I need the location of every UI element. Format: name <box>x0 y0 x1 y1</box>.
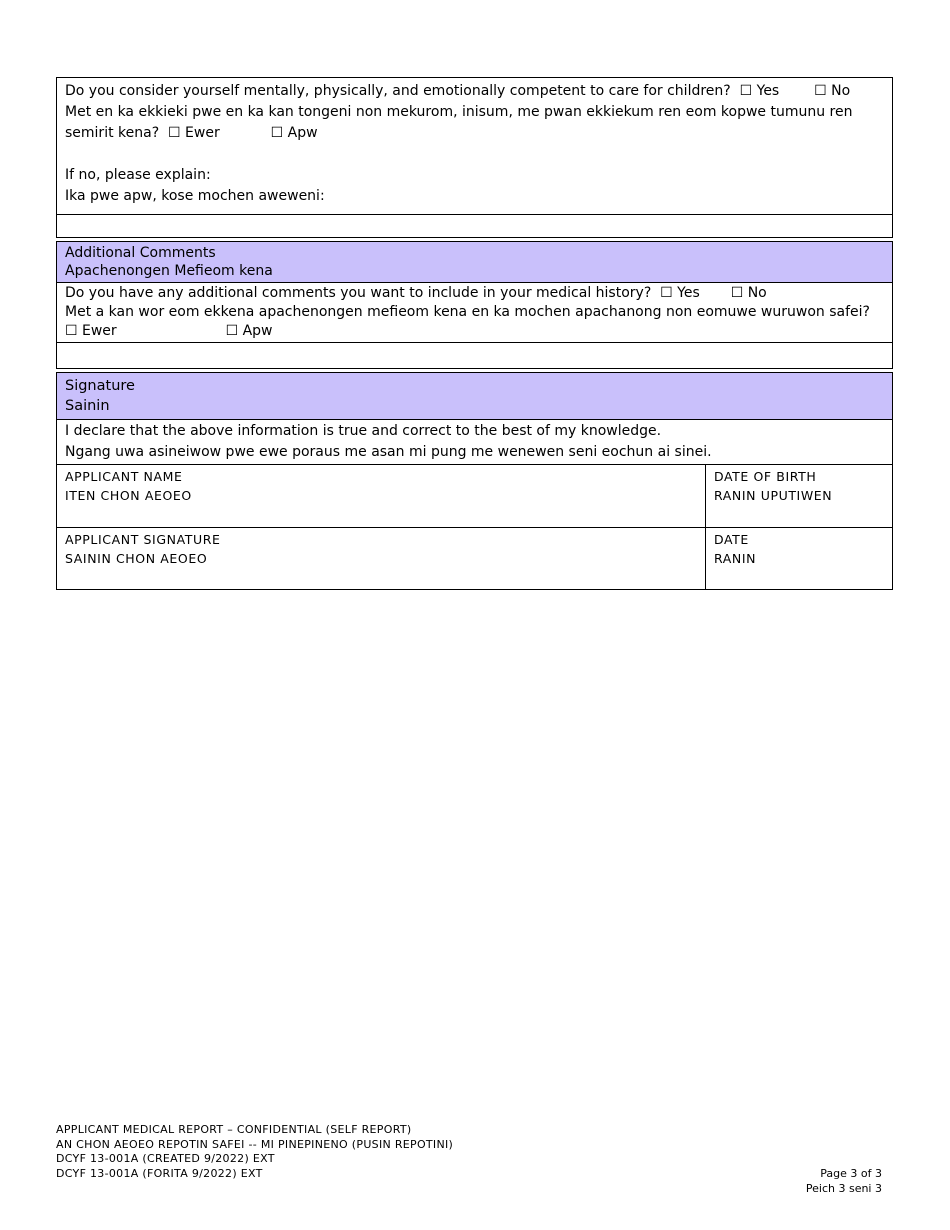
comments-section <box>56 241 893 369</box>
applicant-signature-label-en: APPLICANT SIGNATURE <box>65 532 221 547</box>
explain-label-tr: Ika pwe apw, kose mochen aweweni: <box>65 188 325 204</box>
competency-ewer-checkbox[interactable]: ☐ Ewer <box>168 125 220 141</box>
signature-header-tr: Sainin <box>65 398 110 414</box>
signature-section <box>56 372 893 590</box>
competency-section <box>56 77 893 238</box>
footer-form-id-en: DCYF 13-001A (CREATED 9/2022) EXT <box>56 1152 275 1165</box>
declaration-tr: Ngang uwa asineiwow pwe ewe poraus me asan mi pung me wenewen seni eochun ai sinei. <box>65 444 712 460</box>
comments-no-checkbox[interactable]: ☐ No <box>730 285 767 301</box>
competency-question-tr: Met en ka ekkieki pwe en ka kan tongeni non mekurom, inisum, me pwan ekkiekum ren eom kopwe tumunu ren semirit kena? <box>65 104 853 141</box>
applicant-name-field[interactable] <box>57 465 706 527</box>
comments-question-en: Do you have any additional comments you want to include in your medical history? <box>65 285 652 301</box>
comments-yes-checkbox[interactable]: ☐ Yes <box>660 285 700 301</box>
comments-apw-checkbox[interactable]: ☐ Apw <box>225 323 273 339</box>
date-of-birth-field[interactable] <box>706 465 892 527</box>
comments-header-tr: Apachenongen Mefieom kena <box>65 263 273 279</box>
footer-title-en: APPLICANT MEDICAL REPORT – CONFIDENTIAL (SELF REPORT) <box>56 1123 412 1136</box>
signature-date-label-en: DATE <box>714 532 749 547</box>
competency-no-checkbox[interactable]: ☐ No <box>814 83 851 99</box>
explain-label-en: If no, please explain: <box>65 167 211 183</box>
explain-input[interactable] <box>57 214 892 237</box>
comments-header-en: Additional Comments <box>65 245 216 261</box>
applicant-signature-field[interactable] <box>57 528 706 590</box>
comments-header <box>57 242 892 283</box>
footer-title-tr: AN CHON AEOEO REPOTIN SAFEI -- MI PINEPINENO (PUSIN REPOTINI) <box>56 1137 454 1151</box>
page-number-en: Page 3 of 3 <box>820 1167 882 1180</box>
competency-yes-checkbox[interactable]: ☐ Yes <box>739 83 780 99</box>
competency-apw-checkbox[interactable]: ☐ Apw <box>270 125 318 141</box>
signature-date-field[interactable] <box>706 528 892 590</box>
declaration-en: I declare that the above information is true and correct to the best of my knowledge. <box>65 423 662 439</box>
form-footer <box>56 1123 453 1181</box>
signature-header <box>57 373 892 420</box>
page-number-tr: Peich 3 seni 3 <box>805 1181 882 1195</box>
competency-question-en: Do you consider yourself mentally, physically, and emotionally competent to care for children? <box>65 83 731 99</box>
signature-header-en: Signature <box>65 378 135 394</box>
date-of-birth-label-en: DATE OF BIRTH <box>714 469 817 484</box>
comments-question-tr: Met a kan wor eom ekkena apachenongen mefieom kena en ka mochen apachanong non eomuwe wuruwon safei? <box>65 304 870 320</box>
signature-date-label-tr: RANIN <box>714 551 757 566</box>
applicant-name-label-en: APPLICANT NAME <box>65 469 183 484</box>
signature-row <box>57 528 892 590</box>
comments-ewer-checkbox[interactable]: ☐ Ewer <box>65 323 117 339</box>
comments-input[interactable] <box>57 342 892 368</box>
name-row <box>57 465 892 528</box>
declaration-block <box>57 420 892 465</box>
date-of-birth-label-tr: RANIN UPUTIWEN <box>714 488 833 503</box>
applicant-name-label-tr: ITEN CHON AEOEO <box>65 488 192 503</box>
competency-question-block <box>57 78 892 207</box>
applicant-signature-label-tr: SAININ CHON AEOEO <box>65 551 208 566</box>
comments-question-block <box>57 283 892 341</box>
footer-form-id-tr: DCYF 13-001A (FORITA 9/2022) EXT <box>56 1166 263 1180</box>
page-number <box>806 1167 882 1196</box>
